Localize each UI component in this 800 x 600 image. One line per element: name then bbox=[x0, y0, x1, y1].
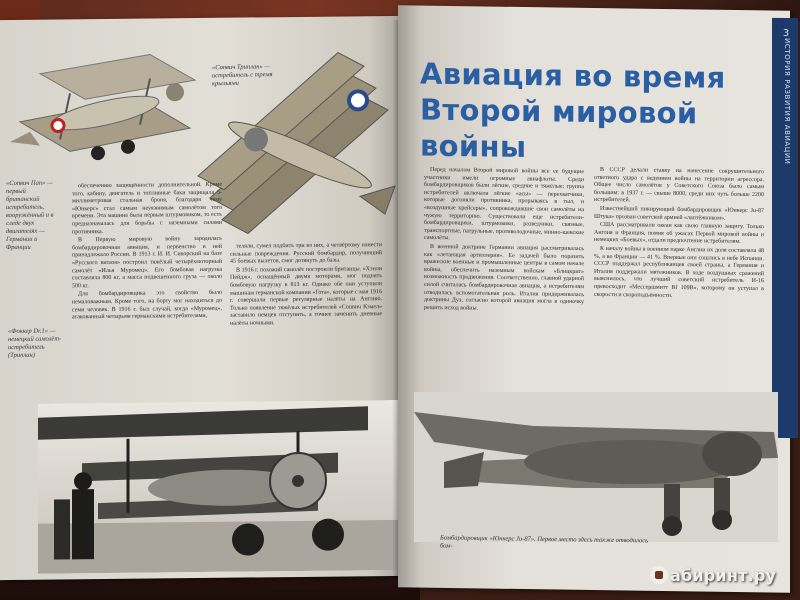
chapter-title bbox=[420, 56, 770, 169]
left-col1-p3: Для бомбардировщика это свойство было немаловажным. Кроме того, на борту мог находиться до семи человек. В 1916 г. был случай, когда «Муромец», атакованный четырьмя германскими истребителями, bbox=[72, 290, 222, 321]
fokker-triplane-photo bbox=[38, 400, 398, 574]
right-col1-p1: Перед началом Второй мировой войны все ее будущие участники имели огромные авиафлоты. Среди бомбардировщиков были лёгкие, средние и тяжёлые; группа истребителей включала лёгкие «асы» — перехватчики, которые догоняли противника, прорываясь в тыл, и «воздушные крейсеры», сопровождавшие свои самолёты на чужую территорию. Существовали еще истребители-бомбардировщики, штурмовики, разведчики, связные, транспортные, патрульные, противолодочные, минно-шевские самолёты. bbox=[424, 166, 584, 242]
right-col2-p3: США рассматривали океан как свою главную защиту. Только Англия и Франция, помня об ужасах Первой мировой войны и немецких «Боевых», отдали предпочтение истребителям. bbox=[594, 222, 764, 246]
caption-triplane: «Сопвич Триплан» — истребитель с тремя крыльями bbox=[212, 63, 273, 88]
left-col2-p1: теляли, сумел подбить три из них, а четвёртому нанести сильные повреждения. Русский бомбардир, получивший 45 боевых вылетов, смог дотянуть до базы. bbox=[230, 242, 382, 265]
junkers-ju87-photo bbox=[414, 392, 778, 542]
caption-left-mid: «Фоккер Dr.1» — немецкий самолёт-истребитель (Триплан) bbox=[8, 327, 62, 360]
right-text-col1 bbox=[424, 167, 584, 399]
side-tab-text: ИСТОРИЯ РАЗВИТИЯ АВИАЦИИ bbox=[783, 38, 791, 165]
side-tab-number: 3 bbox=[782, 28, 790, 39]
chapter-title-line3: войны bbox=[420, 128, 527, 165]
biplane-illustration bbox=[0, 32, 210, 179]
left-col1-p2: В Первую мировую войну зародилась бомбардировочная авиация, и первенство в ней принадлежало России. В 1913 г. И. И. Сикорский на базе «Русского витязя» построил тяжёлый четырёхмоторный самолёт «Илья Муромец». Его бомбовая нагрузка составляла 800 кг, а масса подвешенного груза — около 500 кг. bbox=[72, 235, 222, 290]
left-col1-p1: обеспечению защищённости дополнительной. Кроме того, кабину, двигатель и топливные баки защищала 5-миллиметровая стальная броня, благодаря чему «Юнкерс» стал самым неуязвимым самолётом того времени. Эта машина была первым штурмовиком, то есть предназначалась для борьбы с наземными силами противника. bbox=[72, 181, 222, 235]
caption-junkers: Бомбардировщик «Юнкерс Ju-87». Первое место здесь также отводилось бом- bbox=[440, 534, 649, 550]
caption-left-bird: «Сопвич Пап» — первый британский истребитель, вооружённый и в следе двух двигателях — Германии и Франции bbox=[6, 179, 54, 252]
chapter-title-line1: Авиация во время bbox=[420, 56, 726, 95]
right-col2-p2: Известнейший пикирующий бомбардировщик «Юнкерс Ju-87 Штука» прозван советской армией «лаптёжником». bbox=[594, 205, 764, 222]
labirint-watermark bbox=[650, 566, 800, 590]
watermark-text: абиринт.ру bbox=[670, 566, 777, 585]
chapter-title-line2: Второй мировой bbox=[420, 92, 698, 131]
left-col2-p2: В 1916 г. похожий самолёт построили британцы. «Хэнли Пейдж», оснащённый двумя моторами, мог поднять бомбовую нагрузку в 813 кг. Однако обе они уступили машинам германской компании «Гота», которые с мая 1916 г. совершали первые регулярные налёты на Англию. Только появление тяжёлых истребителей «Сопвич Кэмел» заставило немцев отступить, а точнее заменить дневные налёты ночными. bbox=[230, 265, 382, 327]
left-page bbox=[0, 16, 402, 580]
right-col2-p1: В СССР делали ставку на нанесение сокрушительного ответного удара с ведением войны на территории агрессора. Общее число самолётов у Советского Союза было самым большим: в 1937 г. — свыше 8000, среди них чуть больше 2200 истребителей. bbox=[594, 166, 764, 204]
left-text-col2 bbox=[230, 242, 382, 404]
right-col2-p4: К началу войны в военном парке Англии их доля составляла 48 %, а во Франции — 41 %. Впервые они сошлись в небе Испании. СССР поддержал республиканцев своей страны, а Германия и Италия поддержали мятежников. В ходе воздушных сражений выяснилось, что лучший советский истребитель И-16 превосходит «Мессершмитт Bf 109B», которому он уступал в скорости и скороподъёмности. bbox=[594, 245, 764, 299]
right-col1-p2: В военной доктрине Германии авиация рассматривалась как «летающая артиллерия». Ее задачей было поразить вражеские военные и промышленные центры в самом начале войны, обеспечить наземным войскам «Блицкриг» возможность продвижения. Соответственно, главной ударной силой считалась бомбардировочная авиация, а истребителям отводилась вспомогательная роль. Италия придерживалась доктрины Дуэ, согласно которой авиация могла в одиночку решить исход войны. bbox=[424, 243, 584, 312]
right-text-col2 bbox=[594, 167, 764, 399]
book-spread bbox=[0, 8, 800, 586]
left-text-col1 bbox=[72, 182, 222, 410]
labirint-logo-icon bbox=[650, 566, 668, 584]
